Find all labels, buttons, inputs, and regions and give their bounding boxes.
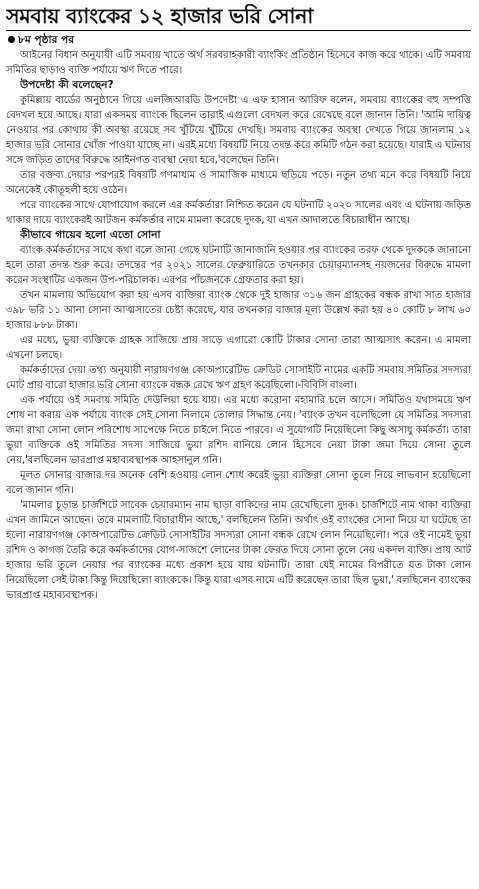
bullet-icon xyxy=(8,36,15,43)
paragraph: তখন মামলায় অভিযোগ করা হয় এসব ব্যক্তিরা ব্যাংক থেকে দুই হাজার ৩১৬ জন গ্রাহকের বন্ধক রাখা সাত হাজার ৩৯৮ ভরি ১১ আনা সোনা আত্মসাতের চেষ্টা করেছে, যার তখনকার বাজার মূল্য উল্লেখ করা হয় ৪০ কোটি ৮ লাখ ৬০ হাজার ৮৮৮ টাকা। xyxy=(6,290,471,331)
paragraph: 'মামলার চূড়ান্ত চার্জশিটে সাবেক চেয়ারম্যান নাম ছাড়া বাকিদের নাম রেখেছিলো দুদক। চার্জশিটে নাম থাকা ব্যক্তিরা এখন জামিনে আছেন। তবে মামলাটি বিচারাধীন আছে,' বলছিলেন তিনি। অর্থাৎ ওই ব্যাংকের সোনা নিয়ে যা ঘটেছে তা হলো নারায়ণগঞ্জ কোঅপারেটিভ ক্রেডিট সোসাইটির সদস্যরা সোনা বন্ধক রেখে লোন নিয়েছিলো। পরে ওই নামেই ভুয়া রশিদ ও কাগজ তৈরি করে কর্মকর্তাদের যোগ-সাজশে লোনের টাকা ফেরত দিয়ে সোনা তুলে নেয় একদল ব্যক্তি। প্রায় আট হাজার ভরি তুলে নেয়ার পর ব্যাংকের মধ্যে প্রকাশ হয়ে যায় ঘটনাটি। তারা যেই নামের বিপরীতে যত টাকা লোন নিয়েছিলো সেই টাকা কিন্তু দিয়েছিলো ব্যাংককে। কিন্তু যারা এসব নামে এটি করেছেন তারা ছিল ভুয়া,' বলছিলেন ব্যাংকের ভারপ্রাপ্ত মহাব্যবস্থাপক। xyxy=(6,500,471,601)
paragraph: এর মধ্যে, ভুয়া ব্যক্তিকে গ্রাহক সাজিয়ে প্রায় সাড়ে এগারো কোটি টাকার সোনা তারা আত্মসাৎ করেন। এ মামলা এখনো চলছে। xyxy=(6,335,471,361)
subheading: উপদেষ্টা কী বলেছেন? xyxy=(20,79,114,91)
paragraph: আইনের বিধান অনুযায়ী এটি সমবায় খাতে অর্থ সরবরাহকারী ব্যাংকিং প্রতিষ্ঠান হিসেবে কাজ করে থাকে। এটি সমবায় সমিতির ছাড়াও ব্যক্তি পর্যায়ে ঋণ দিতে পারে। xyxy=(6,50,471,76)
paragraph: পরে ব্যাংকের সাথে যোগাযোগ করলে এর কর্মকর্তারা নিশ্চিত করেন যে ঘটনাটি ২০২০ সালের এবং এ ঘটনায় জড়িত থাকার দায়ে ব্যাংকেরই আটজন কর্মকর্তার নামে মামলা করেছে দুদক, যা এখন আদালতে বিচারাধীন আছে। xyxy=(6,200,471,226)
paragraph: কর্মকর্তাদের দেয়া তথ্য অনুযায়ী নারায়ণগঞ্জ কোঅপারেটিভ ক্রেডিট সোসাইটি নামের একটি সমবায় সমিতির সদস্যরা মোট প্রায় বারো হাজার ভরি সোনা ব্যাংকে বন্ধক রেখে ঋণ গ্রহণ করেছিলো।-বিবিসি বাংলা। xyxy=(6,365,471,391)
continued-text: ৮ম পৃষ্ঠার পর xyxy=(18,34,75,46)
paragraph: এক পর্যায়ে ওই সমবায় সমিতি দেউলিয়া হয়ে যায়। এর মধ্যে করোনা মহামারি চলে আসে। সমিতিও যথাসময়ে ঋণ শোধ না করায় এক পর্যায়ে ব্যাংক সেই সোনা নিলামে তোলার সিদ্ধান্ত নেয়। 'ব্যাংক তখন বলেছিলো যে সমিতির সদস্যরা জমা রাখা সোনা লোন পরিশোধ সাপেক্ষে নিতে চাইলে নিতে পারবে। এ সুযোগটি নিয়েছিলো কিছু অসাধু কর্মকর্তা। তারা ভুয়া ব্যক্তিকে ওই সমিতির সদস্য সাজিয়ে ভুয়া রশিদ বানিয়ে লোন হিসেবে নেয়া টাকা জমা দিয়ে সোনা তুলে নেয়,'বলছিলেন ভারপ্রাপ্ত মহাব্যবস্থাপক আহসানুল গনি। xyxy=(6,395,471,466)
continued-from-label xyxy=(6,33,471,48)
paragraph: মূলত সোনার বাজার দর অনেক বেশি হওয়ায় লোন শোধ করেই ভুয়া ব্যক্তিরা সোনা তুলে নিয়ে লাভবান হয়েছিলো বলে জানান গনি। xyxy=(6,470,471,496)
paragraph: ব্যাংক কর্মকর্তাদের সাথে কথা বলে জানা গেছে ঘটনাটি জানাজানি হওয়ার পর ব্যাংকের তরফ থেকে দুদককে জানানো হলে তারা তদন্ত শুরু করে। তদন্তের পর ২০২১ সালের ফেব্রুয়ারিতে তখনকার চেয়ারম্যানসহ নয়জনের বিরুদ্ধে মামলা করেন সংস্থাটির একজন উপ-পরিচালক। এরপর পাঁচজনকে গ্রেফতার করা হয়। xyxy=(6,245,471,286)
paragraph: তার বক্তব্য দেয়ার পরপরই বিষয়টি গণমাধ্যম ও সামাজিক মাধ্যমে ছড়িয়ে পড়ে। নতুন তথ্য মনে করে বিষয়টি নিয়ে অনেকেই কৌতূহলী হয়ে ওঠেন। xyxy=(6,170,471,196)
headline: সমবায় ব্যাংকের ১২ হাজার ভরি সোনা xyxy=(6,4,314,28)
headline-rule xyxy=(6,30,471,31)
paragraph: কুমিল্লায় বার্ডের অনুষ্ঠানে গিয়ে এলজিআরডি উপদেষ্টা এ এফ হাসান আরিফ বলেন, সমবায় ব্যাংকের বহু সম্পত্তি বেদখল হয়ে আছে। যারা একসময় ব্যাংকে ছিলেন তারাই এগুলো বেদখল করে রেখেছে বলে জানান তিনি। 'আমি দায়িত্ব নেওয়ার পর কোথায় কী অবস্থা রয়েছে সব খুঁটিয়ে খুঁটিয়ে দেখছি। সমবায় ব্যাংকের অবস্থা দেখতে গিয়ে জানলাম ১২ হাজার ভরি সোনার খোঁজ পাওয়া যাচ্ছে না। এরই মধ্যে বিষয়টি নিয়ে তদন্ত করে কমিটি গঠন করা হয়েছে। যারাই এ ঘটনার সঙ্গে জড়িত তাদের বিরুদ্ধে আইনগত ব্যবস্থা নেয়া হবে,'বলেছেন তিনি। xyxy=(6,95,471,166)
subheading: কীভাবে গায়েব হলো এতো সোনা xyxy=(20,229,161,241)
